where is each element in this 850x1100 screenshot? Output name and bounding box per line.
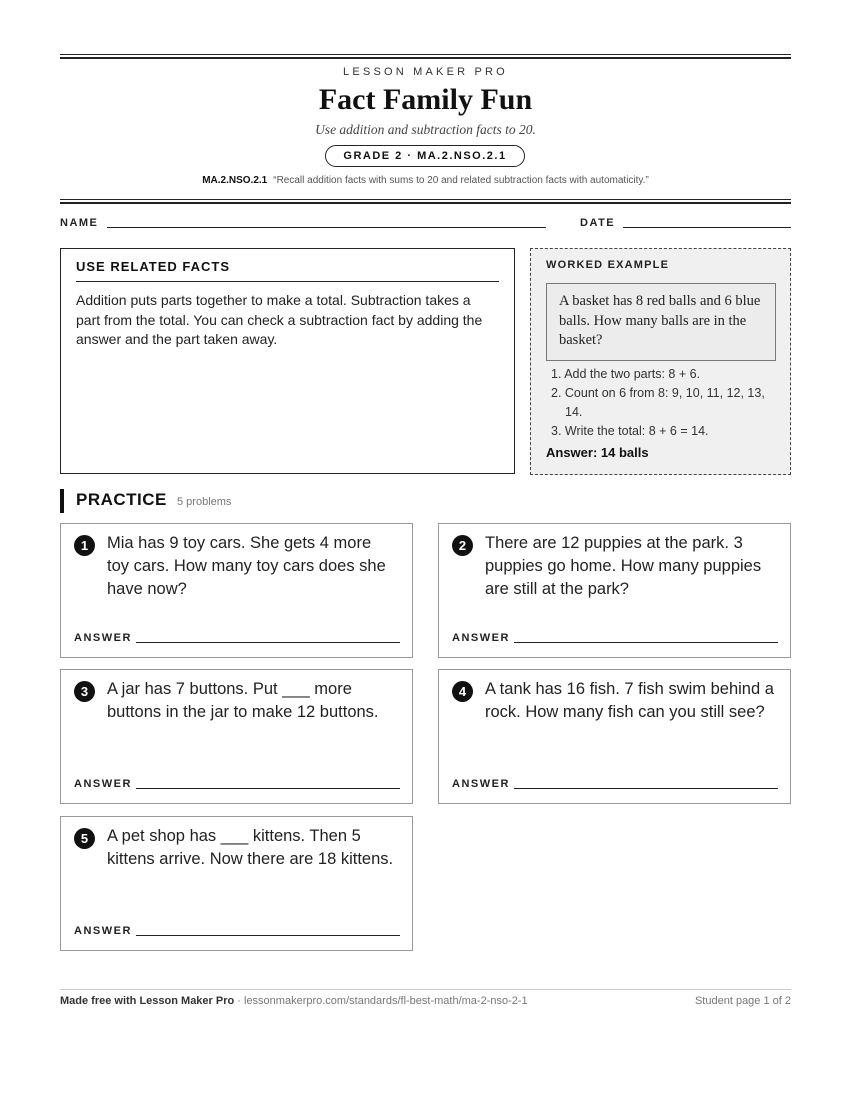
- page-title: Fact Family Fun: [318, 83, 533, 116]
- footer-credit: [60, 995, 528, 1007]
- answer-field[interactable]: [514, 642, 778, 643]
- standard-code: MA.2.NSO.2.1: [202, 175, 268, 186]
- name-label: NAME: [60, 217, 99, 229]
- answer-field[interactable]: [514, 788, 778, 789]
- worked-example-problem: A basket has 8 red balls and 6 blue balls. How many balls are in the basket?: [546, 283, 776, 361]
- answer-label: ANSWER: [452, 778, 510, 790]
- answer-label: ANSWER: [74, 925, 132, 937]
- answer-label: ANSWER: [74, 778, 132, 790]
- problem-text: There are 12 puppies at the park. 3 puppies go home. How many puppies are still at the park?: [485, 534, 762, 598]
- practice-title: PRACTICE: [76, 490, 167, 509]
- problem-number: 3: [74, 681, 95, 702]
- answer-field[interactable]: [136, 935, 400, 936]
- problem-card: [60, 669, 413, 804]
- problem-text: A jar has 7 buttons. Put ___ more buttons in the jar to make 12 buttons.: [107, 680, 379, 721]
- related-facts-body: Addition puts parts together to make a total. Subtraction takes a part from the total. You can check a subtraction fact by adding the answer and the part taken away.: [76, 292, 483, 347]
- problem-number: 1: [74, 535, 95, 556]
- footer-page-number: Student page 1 of 2: [694, 995, 791, 1007]
- problem-number: 2: [452, 535, 473, 556]
- answer-field[interactable]: [136, 788, 400, 789]
- problem-card: [60, 523, 413, 658]
- grade-badge: GRADE 2 · MA.2.NSO.2.1: [325, 145, 525, 167]
- worksheet-page: [60, 0, 791, 1100]
- answer-label: ANSWER: [452, 632, 510, 644]
- worked-example-step: 2. Count on 6 from 8: 9, 10, 11, 12, 13, 14.: [551, 386, 765, 419]
- name-field[interactable]: [107, 227, 546, 228]
- worked-example-steps: [551, 365, 781, 441]
- standard-line: [60, 175, 791, 186]
- date-field[interactable]: [623, 227, 791, 228]
- answer-field[interactable]: [136, 642, 400, 643]
- problem-text: Mia has 9 toy cars. She gets 4 more toy cars. How many toy cars does she have now?: [107, 534, 386, 598]
- footer-made-with: Made free with Lesson Maker Pro: [60, 995, 235, 1007]
- brand-label: LESSON MAKER PRO: [343, 66, 508, 78]
- worked-example-answer: Answer: 14 balls: [546, 445, 649, 460]
- related-facts-box: [60, 248, 515, 474]
- problem-card: [60, 816, 413, 951]
- practice-accent-bar: [60, 489, 64, 513]
- problem-card: [438, 523, 791, 658]
- problem-number: 4: [452, 681, 473, 702]
- practice-count: 5 problems: [177, 496, 232, 508]
- worked-example-step: 3. Write the total: 8 + 6 = 14.: [551, 424, 709, 438]
- date-label: DATE: [580, 217, 616, 229]
- standard-text: “Recall addition facts with sums to 20 and related subtraction facts with automaticity.”: [273, 175, 649, 186]
- footer-rule: [60, 989, 791, 990]
- footer-url: · lessonmakerpro.com/standards/fl-best-math/ma-2-nso-2-1: [234, 995, 528, 1007]
- problem-text: A tank has 16 fish. 7 fish swim behind a rock. How many fish can you still see?: [485, 680, 774, 721]
- worked-example-heading: WORKED EXAMPLE: [546, 259, 670, 271]
- problem-number: 5: [74, 828, 95, 849]
- header-bottom-rule: [60, 199, 791, 204]
- page-subtitle: Use addition and subtraction facts to 20.: [315, 122, 536, 137]
- answer-label: ANSWER: [74, 632, 132, 644]
- problem-card: [438, 669, 791, 804]
- header-top-rule: [60, 54, 791, 59]
- related-facts-heading: USE RELATED FACTS: [76, 259, 499, 282]
- problem-text: A pet shop has ___ kittens. Then 5 kittens arrive. Now there are 18 kittens.: [107, 827, 394, 868]
- worked-example-box: [530, 248, 791, 475]
- worked-example-step: 1. Add the two parts: 8 + 6.: [551, 367, 701, 381]
